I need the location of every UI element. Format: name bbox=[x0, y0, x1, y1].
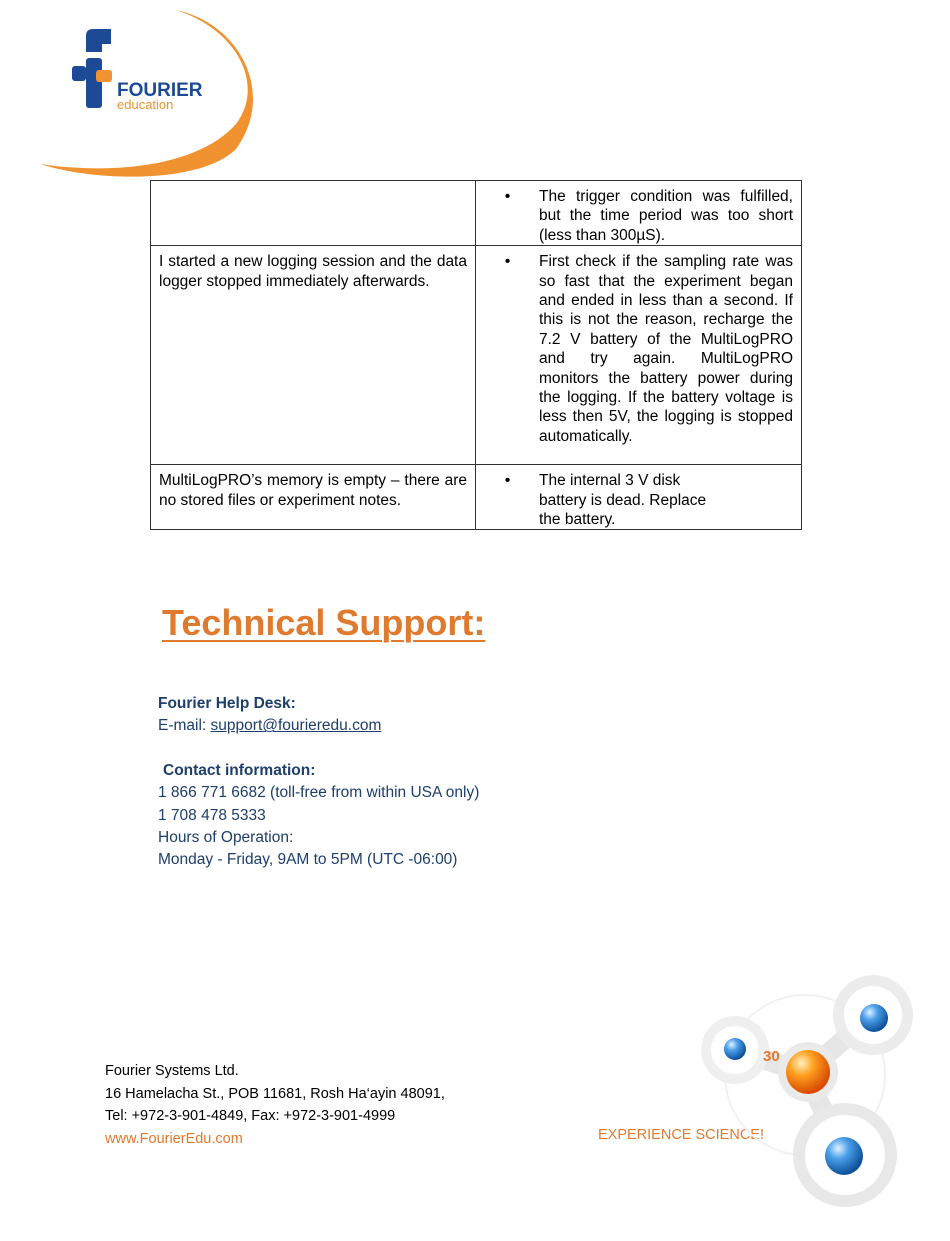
email-link[interactable]: support@fourieredu.com bbox=[210, 717, 382, 735]
fourier-education-logo bbox=[36, 4, 266, 182]
hours-label: Hours of Operation: bbox=[158, 829, 294, 847]
phone-tollfree: 1 866 771 6682 (toll-free from within USA only) bbox=[158, 784, 480, 802]
company-name: Fourier Systems Ltd. bbox=[105, 1063, 239, 1079]
footer-address bbox=[105, 1060, 445, 1150]
bullet-icon: • bbox=[504, 253, 511, 271]
solution-text: First check if the sampling rate was so fast that the experiment began and ended in less than a second. If this is not the reason, recharge the 7.2 V battery of the MultiLogPRO and try again. MultiLogPRO monitors the battery power during the logging. If the battery voltage is less then 5V, the logging is stopped automatically. bbox=[539, 253, 793, 445]
bullet-icon: • bbox=[504, 188, 511, 205]
molecule-decoration-icon bbox=[695, 975, 925, 1211]
solution-cell bbox=[476, 465, 802, 530]
solution-text: The internal 3 V disk battery is dead. Replace the battery. bbox=[539, 472, 707, 529]
page-number: 30 bbox=[763, 1048, 780, 1065]
hours-value: Monday - Friday, 9AM to 5PM (UTC -06:00) bbox=[158, 851, 458, 869]
solution-cell bbox=[476, 246, 802, 465]
troubleshooting-table bbox=[150, 180, 802, 530]
website-link[interactable]: www.FourierEdu.com bbox=[105, 1130, 243, 1147]
technical-support-heading: Technical Support: bbox=[162, 602, 486, 643]
problem-cell: MultiLogPRO’s memory is empty – there are no stored files or experiment notes. bbox=[151, 465, 476, 530]
helpdesk-title: Fourier Help Desk: bbox=[158, 695, 296, 712]
contact-title: Contact information: bbox=[163, 761, 316, 779]
phone-direct: 1 708 478 5333 bbox=[158, 806, 266, 824]
problem-cell: I started a new logging session and the data logger stopped immediately afterwards. bbox=[151, 246, 476, 465]
bullet-icon: • bbox=[504, 472, 511, 490]
table-row bbox=[151, 181, 802, 246]
email-line bbox=[158, 715, 479, 737]
table-row bbox=[151, 465, 802, 530]
street-address: 16 Hamelacha St., POB 11681, Rosh Ha‘ayin 48091, bbox=[105, 1085, 445, 1102]
svg-text:education: education bbox=[117, 97, 174, 112]
problem-cell bbox=[151, 181, 476, 246]
solution-cell bbox=[476, 181, 802, 246]
table-row bbox=[151, 246, 802, 465]
slogan: EXPERIENCE SCIENCE! bbox=[598, 1127, 764, 1143]
email-label: E-mail: bbox=[158, 717, 211, 735]
phone-fax: Tel: +972-3-901-4849, Fax: +972-3-901-4999 bbox=[105, 1108, 396, 1125]
solution-text: The trigger condition was fulfilled, but the time period was too short (less than 300µS). bbox=[539, 188, 793, 244]
svg-text:FOURIER: FOURIER bbox=[117, 80, 203, 101]
support-info bbox=[158, 693, 479, 872]
